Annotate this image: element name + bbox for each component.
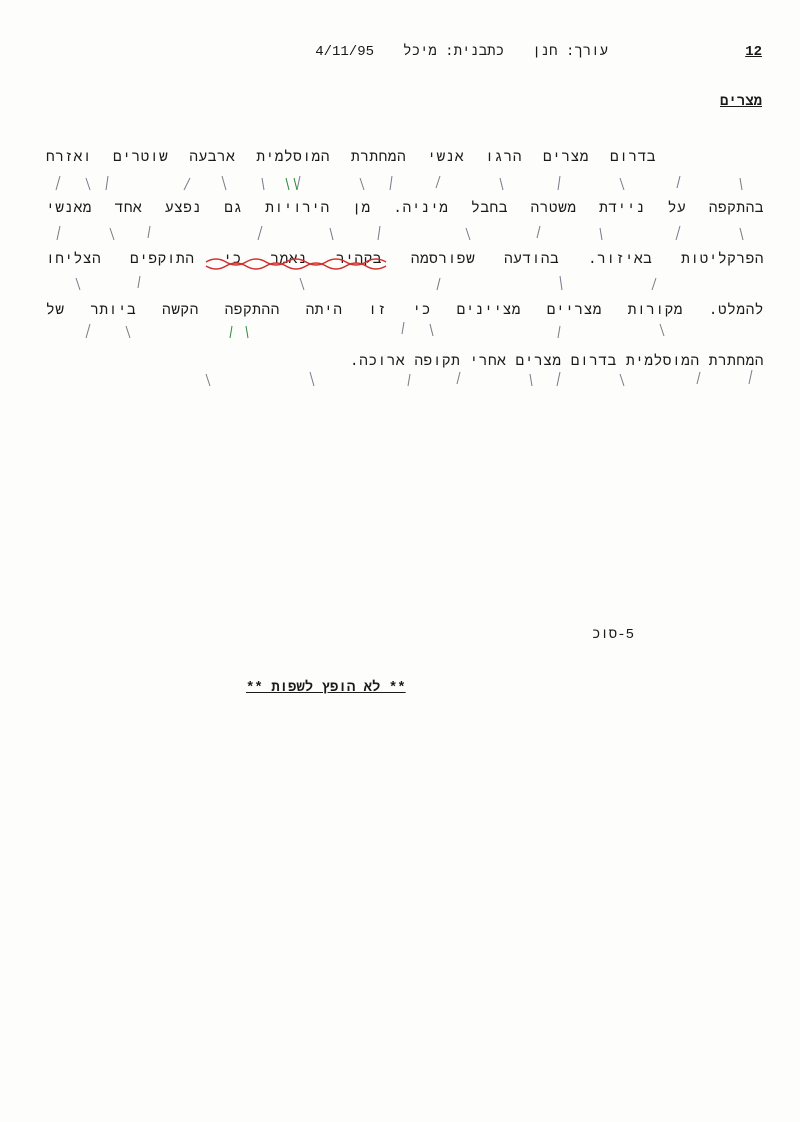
paragraph-line: בדרום מצרים הרגו אנשי המחתרת המוסלמית ארבעה שוטרים ואזרח bbox=[46, 150, 656, 166]
paragraph-line: להמלט. מקורות מצריים מציינים כי זו היתה ההתקפה הקשה ביותר של bbox=[46, 303, 764, 319]
editor-label: עורך: חנן bbox=[532, 44, 608, 60]
section-title: מצרים bbox=[719, 94, 762, 110]
paragraph-line: המחתרת המוסלמית בדרום מצרים אחרי תקופה ארוכה. bbox=[349, 354, 764, 370]
template-label: כתבנית: מיכל bbox=[403, 44, 504, 60]
distribution-note: ** לא הופץ לשפות ** bbox=[246, 680, 406, 696]
article-body bbox=[46, 150, 764, 405]
page-number: 12 bbox=[745, 44, 762, 60]
paragraph-line: הפרקליטות באיזור. בהודעה שפורסמה בקהיר נאמר כי התוקפים הצליחו bbox=[46, 252, 764, 268]
sign-off: 5-סוכ bbox=[591, 627, 634, 643]
date-label: 4/11/95 bbox=[315, 44, 374, 60]
paragraph-line: בהתקפה על ניידת משטרה בחבל מיניה. מן הירויות גם נפצע אחד מאנשי bbox=[46, 201, 764, 217]
